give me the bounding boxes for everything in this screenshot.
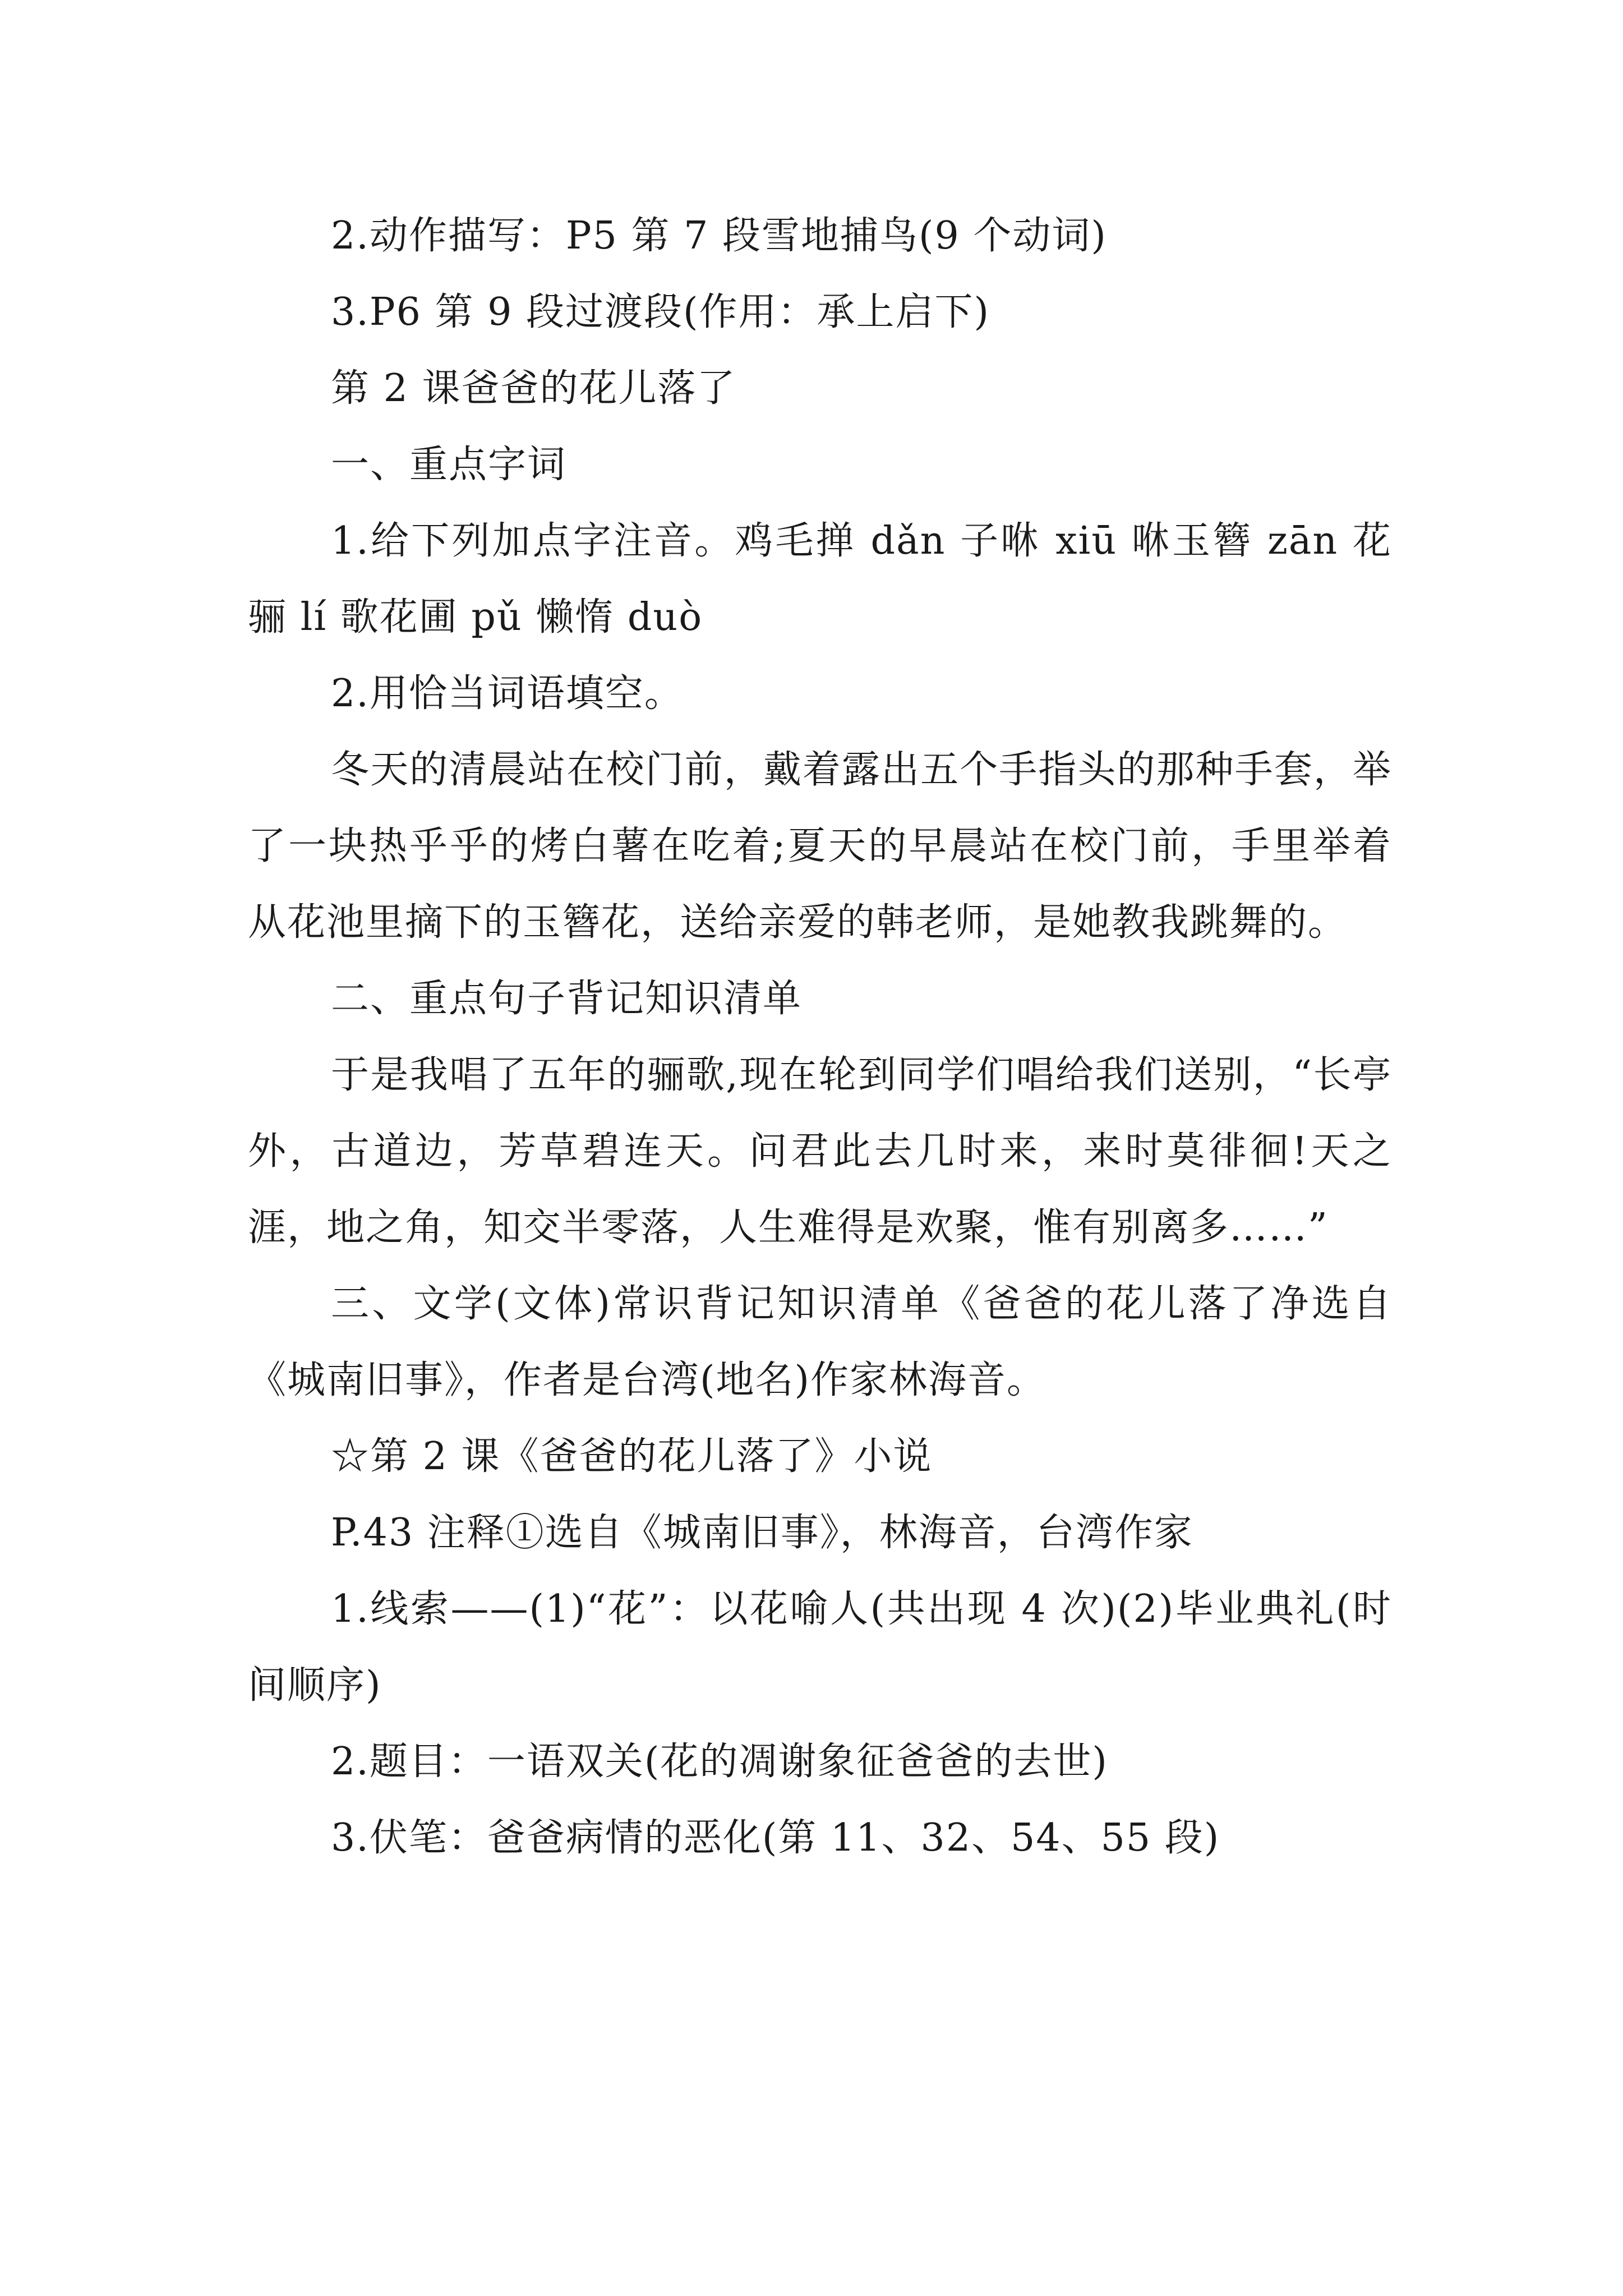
section-heading-key-words: 一、重点字词: [331, 443, 567, 487]
paragraph-lesson-novel: ☆第 2 课《爸爸的花儿落了》小说: [331, 1434, 933, 1479]
section-heading-key-sentences: 二、重点句子背记知识清单: [331, 977, 803, 1021]
paragraph-farewell-song: 于是我唱了五年的骊歌,现在轮到同学们唱给我们送别，“长亭外，古道边，芳草碧连天。问君此去几时来，来时莫徘徊!天之涯，地之角，知交半零落，人生难得是欢聚，惟有别离多……”: [248, 1053, 1392, 1250]
paragraph-pinyin-exercise: 1.给下列加点字注音。鸡毛掸 dǎn 子咻 xiū 咻玉簪 zān 花骊 lí 歌花圃 pǔ 懒惰 duò: [248, 519, 1392, 639]
paragraph-fill-in-exercise: 2.用恰当词语填空。: [331, 671, 684, 716]
paragraph-foreshadowing: 3.伏笔：爸爸病情的恶化(第 11、32、54、55 段): [331, 1816, 1220, 1860]
paragraph-title-meaning: 2.题目：一语双关(花的凋谢象征爸爸的去世): [331, 1740, 1108, 1784]
lesson-title: 第 2 课爸爸的花儿落了: [331, 366, 736, 411]
section-literary-knowledge: 三、文学(文体)常识背记知识清单《爸爸的花儿落了净选自《城南旧事》，作者是台湾(地名)作家林海音。: [248, 1282, 1392, 1402]
document-body: [248, 198, 1392, 1876]
paragraph-annotation: P.43 注释①选自《城南旧事》，林海音，台湾作家: [331, 1511, 1193, 1555]
paragraph-action-description: 2.动作描写：P5 第 7 段雪地捕鸟(9 个动词): [331, 214, 1107, 258]
paragraph-passage: 冬天的清晨站在校门前，戴着露出五个手指头的那种手套，举了一块热乎乎的烤白薯在吃着;夏天的早晨站在校门前，手里举着从花池里摘下的玉簪花，送给亲爱的韩老师，是她教我跳舞的。: [248, 748, 1392, 945]
paragraph-clue: 1.线索——(1)“花”：以花喻人(共出现 4 次)(2)毕业典礼(时间顺序): [248, 1587, 1392, 1708]
paragraph-transition: 3.P6 第 9 段过渡段(作用：承上启下): [331, 290, 990, 334]
